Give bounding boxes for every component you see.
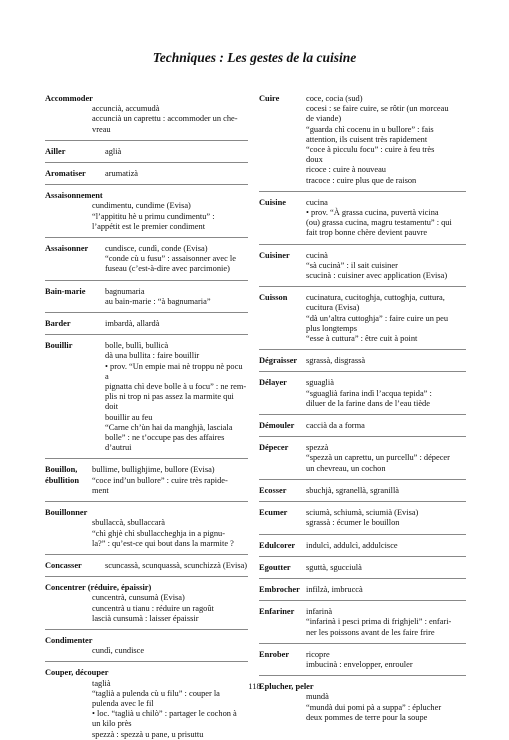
left-column [45, 94, 248, 740]
definition-line: de viande) [306, 114, 342, 124]
definition-line: accuncià, accumudà [92, 104, 160, 114]
entry-cuisiner [259, 251, 466, 282]
entry-definition [306, 198, 466, 239]
entry-cuire [259, 94, 466, 186]
entry-definition [306, 293, 466, 344]
entry-divider [45, 162, 248, 163]
entry-demouler [259, 421, 466, 431]
definition-line: d’autrui [105, 443, 132, 453]
entry-divider [45, 312, 248, 313]
entry-divider [45, 501, 248, 502]
definition-line: • prov. “Un empie mai nè troppu nè pocu a [105, 361, 243, 381]
definition-line: sbuchjà, sgranellà, sgranillà [306, 485, 400, 495]
entry-assaisonnement [45, 191, 248, 232]
entry-definition [105, 147, 248, 157]
definition-line: sguaglià [306, 378, 334, 388]
entry-term: Ecumer [259, 508, 288, 518]
entry-term: Embrocher [259, 584, 300, 594]
entry-definition [105, 287, 248, 307]
definition-line: sguttà, sgucciulà [306, 562, 362, 572]
entry-term: Aromatiser [45, 169, 86, 179]
definition-line: scucinà : cuisiner avec application (Evisa) [306, 271, 448, 281]
entry-definition [306, 508, 466, 528]
entry-divider [259, 371, 466, 372]
entry-depecer [259, 443, 466, 474]
entry-definition [105, 561, 248, 571]
entry-definition [105, 169, 248, 179]
definition-line: au bain-marie : “à bagnumaria” [105, 296, 211, 306]
entry-term: Condimenter [45, 635, 93, 645]
definition-line: pignatta chì deve bolle à u focu” : ne rem- [105, 382, 247, 392]
entry-definition [306, 486, 466, 496]
entry-embrocher [259, 585, 466, 595]
entry-bouillon-ebullition [45, 465, 248, 496]
definition-line: cucitura (Evisa) [306, 303, 360, 313]
entry-divider [45, 280, 248, 281]
entry-enrober [259, 650, 466, 670]
entry-definition [45, 646, 248, 656]
entry-definition [306, 607, 466, 638]
definition-line: dà una bullita : faire bouillir [105, 351, 200, 361]
entry-assaisonner [45, 244, 248, 275]
definition-line: “l’appititu hè u primu cundimentu” : [92, 211, 215, 221]
definition-line: l’appétit est le premier condiment [92, 221, 206, 231]
definition-line: cundimentu, cundime (Evisa) [92, 201, 191, 211]
entry-couper-decouper [45, 668, 248, 739]
entry-divider [259, 556, 466, 557]
entry-condimenter [45, 636, 248, 656]
entry-divider [45, 629, 248, 630]
entry-term: Concasser [45, 560, 82, 570]
definition-line: la?” : qu’est-ce qui bout dans la marmite ? [92, 538, 234, 548]
definition-line: imbucinà : envelopper, enrouler [306, 659, 413, 669]
entry-degraisser [259, 356, 466, 366]
definition-line: cuncentrà u tianu : réduire un ragoût [92, 603, 214, 613]
definition-line: sgrassà, disgrassà [306, 356, 366, 366]
definition-line: mundà [306, 692, 329, 702]
definition-line: pulenda avec le fil [92, 698, 154, 708]
entry-divider [45, 140, 248, 141]
entry-term: Eplucher, peler [259, 682, 314, 692]
definition-line: cuncentrà, cunsumà (Evisa) [92, 593, 185, 603]
definition-line: • loc. “taglià u chilò” : partager le cochon à [92, 709, 237, 719]
definition-line: bolle” : ne t’occupe pas des affaires [105, 433, 225, 443]
definition-line: “spezzà un caprettu, un purcellu” : dépecer [306, 453, 450, 463]
entry-ailler [45, 147, 248, 157]
entry-term: Assaisonnement [45, 191, 103, 201]
definition-line: “guarda chì cocenu in u bullore” : fais [306, 124, 434, 134]
definition-line: un chevreau, un cochon [306, 463, 386, 473]
definition-line: un kilo près [92, 719, 132, 729]
definition-line: “Carne ch’ùn hai da manghjà, lasciala [105, 422, 233, 432]
entry-egoutter [259, 563, 466, 573]
entry-barder [45, 319, 248, 329]
definition-line: scuncassà, scunquassà, scunchizzà (Evisa) [105, 560, 248, 570]
definition-line: “chì ghjè chì sbullaccheghja in a pignu- [92, 528, 226, 538]
entry-term: Assaisonner [45, 244, 89, 254]
entry-definition [45, 201, 248, 232]
definition-line: infarinà [306, 607, 333, 617]
entry-bain-marie [45, 287, 248, 307]
entry-divider [259, 349, 466, 350]
entry-divider [45, 184, 248, 185]
entry-divider [259, 501, 466, 502]
entry-divider [259, 534, 466, 535]
definition-line: caccià da a forma [306, 421, 365, 431]
definition-line: bagnumaria [105, 286, 145, 296]
entry-definition [259, 692, 466, 723]
entry-definition [306, 251, 466, 282]
definition-line: ricoce : cuire à nouveau [306, 165, 386, 175]
definition-line: diluer de la farine dans de l’eau tiède [306, 398, 430, 408]
definition-line: “conde cù u fusu” : assaisonner avec le [105, 254, 236, 264]
entry-definition [105, 319, 248, 329]
entry-divider [45, 334, 248, 335]
entry-definition [306, 541, 466, 551]
definition-line: bouillir au feu [105, 412, 153, 422]
entry-definition [105, 244, 248, 275]
definition-line: tracoce : cuire plus que de raison [306, 175, 417, 185]
entry-definition [92, 465, 248, 496]
entry-divider [259, 479, 466, 480]
definition-line: “coce ind’un bullore” : cuire très rapide- [92, 475, 228, 485]
entry-term: Egoutter [259, 562, 291, 572]
entry-definition [45, 593, 248, 624]
entry-divider [45, 554, 248, 555]
entry-term: Couper, découper [45, 668, 109, 678]
definition-line: “sà cucinà” : il sait cuisiner [306, 260, 398, 270]
definition-line: “mundà dui pomi pà a suppa” : éplucher [306, 702, 442, 712]
definition-line: “infarinà i pesci prima di frighjeli” : enfari- [306, 617, 452, 627]
entry-definition [306, 94, 466, 186]
entry-divider [259, 600, 466, 601]
definition-line: cucinatura, cucitoghja, cuttoghja, cuttura, [306, 293, 445, 303]
definition-line: imbardà, allardà [105, 319, 160, 329]
entry-accommoder [45, 94, 248, 135]
entry-bouillir [45, 341, 248, 453]
entry-definition [45, 104, 248, 135]
definition-line: “taglià a pulenda cù u filu” : couper la [92, 688, 220, 698]
definition-line: spezzà [306, 443, 329, 453]
entry-concentrer-reduire-epaissir [45, 583, 248, 624]
entry-term: Cuisiner [259, 250, 290, 260]
entry-definition [306, 378, 466, 409]
entry-ecumer [259, 508, 466, 528]
entry-term: Démouler [259, 421, 295, 431]
entry-term: Dépecer [259, 443, 289, 453]
page-title: Techniques : Les gestes de la cuisine [152, 50, 357, 65]
entry-term: Enfariner [259, 607, 295, 617]
definition-line: arumatizà [105, 169, 139, 179]
definition-line: “coce à picculu focu” : cuire à feu très [306, 145, 435, 155]
definition-line: ment [92, 485, 109, 495]
entry-divider [259, 414, 466, 415]
entry-term: Accommoder [45, 94, 93, 103]
entry-divider [259, 675, 466, 676]
entry-edulcorer [259, 541, 466, 551]
entry-divider [45, 661, 248, 662]
entry-delayer [259, 378, 466, 409]
definition-line: ner les poissons avant de les faire frire [306, 627, 435, 637]
entry-definition [105, 341, 248, 453]
entry-term: Ailler [45, 146, 66, 156]
page-number: 118 [248, 681, 261, 691]
entry-term: Enrober [259, 649, 290, 659]
entry-term: Délayer [259, 378, 287, 388]
entry-definition [306, 443, 466, 474]
definition-line: “sguaglià farina indì l’acqua tepida” : [306, 388, 432, 398]
entry-definition [306, 356, 466, 366]
entry-divider [259, 191, 466, 192]
definition-line: cundì, cundisce [92, 646, 145, 656]
definition-line: • prov. “À grassa cucina, puvertà vicina [306, 208, 439, 218]
entry-term: Cuisson [259, 293, 288, 303]
entry-ecosser [259, 486, 466, 496]
entry-aromatiser [45, 169, 248, 179]
entry-bouillonner [45, 508, 248, 549]
entry-term: Bain-marie [45, 286, 86, 296]
definition-line: doux [306, 155, 323, 165]
definition-line: spezzà : spezzà u pane, u prisuttu [92, 729, 204, 739]
definition-line: bullime, bullighjime, bullore (Evisa) [92, 465, 215, 475]
entry-term: Bouillonner [45, 508, 88, 518]
definition-line: taglià [92, 678, 111, 688]
entry-divider [259, 436, 466, 437]
entry-divider [45, 237, 248, 238]
definition-line: fait trop bonne chère devient pauvre [306, 228, 428, 238]
definition-line: vreau [92, 124, 111, 134]
entry-term: Concentrer (réduire, épaissir) [45, 583, 152, 593]
definition-line: sgrassà : écumer le bouillon [306, 518, 400, 528]
definition-line: sciumà, schiumà, sciumià (Evisa) [306, 508, 419, 518]
entry-divider [259, 578, 466, 579]
definition-line: sbullaccà, sbullaccarà [92, 518, 166, 528]
entry-term: Edulcorer [259, 540, 296, 550]
entry-cuisson [259, 293, 466, 344]
entry-definition [306, 563, 466, 573]
entry-cuisine [259, 198, 466, 239]
definition-line: lascià cunsumà : laisser épaissir [92, 613, 199, 623]
definition-line: aglià [105, 146, 122, 156]
definition-line: coce, cocia (sud) [306, 94, 363, 103]
definition-line: infilzà, imbruccà [306, 584, 363, 594]
definition-line: plus longtemps [306, 323, 357, 333]
right-column [259, 94, 466, 723]
entry-term: Barder [45, 319, 71, 329]
definition-line: (ou) grassa cucina, magru testamentu” : qui [306, 218, 452, 228]
entry-term: Ecosser [259, 485, 287, 495]
definition-line: attention, ils cuisent très rapidement [306, 134, 428, 144]
definition-line: accuncià un caprettu : accommoder un che- [92, 114, 238, 124]
entry-enfariner [259, 607, 466, 638]
entry-definition [306, 585, 466, 595]
definition-line: “esse à cuttura” : être cuit à point [306, 334, 418, 344]
definition-line: cocesi : se faire cuire, se rôtir (un morceau [306, 104, 449, 114]
definition-line: bolle, bullì, bullicà [105, 341, 169, 351]
definition-line: cucinà [306, 250, 328, 260]
entry-term: Dégraisser [259, 356, 298, 366]
entry-divider [45, 458, 248, 459]
entry-definition [306, 650, 466, 670]
definition-line: deux pommes de terre pour la soupe [306, 712, 428, 722]
definition-line: cucina [306, 197, 328, 207]
entry-divider [259, 286, 466, 287]
definition-line: fuseau (c’est-à-dire avec parcimonie) [105, 264, 230, 274]
definition-line: plis ni trop ni pas assez la marmite qui doit [105, 392, 234, 412]
entry-definition [306, 421, 466, 431]
definition-line: ricopre [306, 649, 330, 659]
entry-divider [45, 576, 248, 577]
entry-term: Bouillir [45, 341, 73, 351]
definition-line: cundisce, cundì, conde (Evisa) [105, 244, 208, 254]
definition-line: “dà un’altra cuttoghja” : faire cuire un peu [306, 313, 449, 323]
entry-divider [259, 244, 466, 245]
entry-term: Cuisine [259, 197, 286, 207]
entry-concasser [45, 561, 248, 571]
entry-term: Cuire [259, 94, 280, 103]
entry-term: Bouillon, ébullition [45, 465, 79, 485]
entry-divider [259, 643, 466, 644]
entry-definition [45, 518, 248, 549]
definition-line: indulcì, addulcì, addulcisce [306, 540, 398, 550]
